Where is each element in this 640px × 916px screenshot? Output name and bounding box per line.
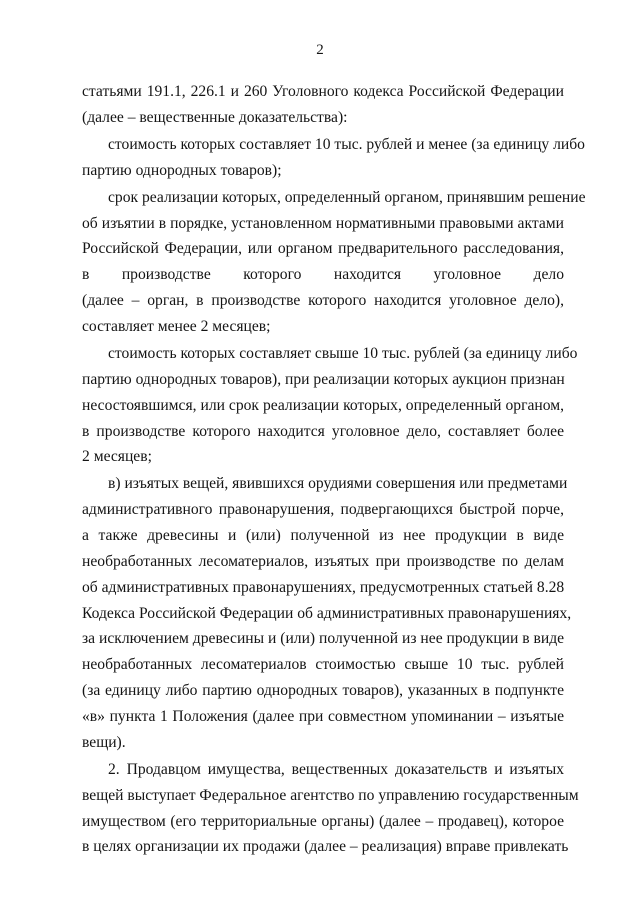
- text-line: в целях организации их продажи (далее – реализация) вправе привлекать: [82, 838, 569, 856]
- text-line: а также древесины и (или) полученной из нее продукции в виде: [82, 527, 564, 545]
- text-line: об административных правонарушениях, предусмотренных статьей 8.28: [82, 578, 565, 596]
- text-line: (за единицу либо партию однородных товаров), указанных в подпункте: [82, 682, 564, 700]
- paragraph: [82, 471, 572, 755]
- text-line: Кодекса Российской Федерации об административных правонарушениях,: [82, 604, 572, 622]
- text-line: партию однородных товаров), при реализации которых аукцион признан: [82, 370, 565, 388]
- text-line: в производстве которого находится уголовное дело, составляет более: [82, 422, 564, 440]
- text-line: срок реализации которых, определенный органом, принявшим решение: [108, 188, 586, 206]
- text-line: Российской Федерации, или органом предварительного расследования,: [82, 240, 564, 258]
- text-line: в производстве которого находится уголовное дело: [82, 266, 564, 284]
- paragraph: [82, 757, 579, 860]
- text-line: вещи).: [82, 733, 126, 751]
- paragraph: [82, 185, 586, 340]
- page-number: 2: [316, 42, 324, 58]
- text-line: имуществом (его территориальные органы) (далее – продавец), которое: [82, 812, 564, 830]
- text-line: вещей выступает Федеральное агентство по управлению государственным: [82, 786, 579, 804]
- text-line: 2. Продавцом имущества, вещественных доказательств и изъятых: [108, 760, 564, 778]
- paragraph: [82, 341, 578, 470]
- text-line: несостоявшимся, или срок реализации которых, определенный органом,: [82, 396, 564, 414]
- text-line: об изъятии в порядке, установленном нормативными правовыми актами: [82, 214, 564, 232]
- text-line: (далее – вещественные доказательства):: [82, 108, 348, 126]
- document-body: [82, 79, 586, 860]
- text-line: административного правонарушения, подвергающихся быстрой порче,: [82, 501, 564, 519]
- text-line: партию однородных товаров);: [82, 161, 282, 179]
- text-line: необработанных лесоматериалов, изъятых при производстве по делам: [82, 552, 564, 570]
- paragraph: [82, 132, 585, 184]
- text-line: статьями 191.1, 226.1 и 260 Уголовного кодекса Российской Федерации: [82, 83, 564, 100]
- paragraph: [82, 79, 564, 131]
- text-line: стоимость которых составляет свыше 10 тыс. рублей (за единицу либо: [108, 345, 578, 362]
- text-line: (далее – орган, в производстве которого находится уголовное дело),: [82, 292, 564, 310]
- text-line: 2 месяцев;: [82, 448, 152, 466]
- text-line: в) изъятых вещей, явившихся орудиями совершения или предметами: [108, 475, 568, 493]
- text-line: за исключением древесины и (или) полученной из нее продукции в виде: [82, 630, 565, 648]
- text-line: составляет менее 2 месяцев;: [82, 317, 271, 335]
- text-line: необработанных лесоматериалов стоимостью свыше 10 тыс. рублей: [82, 656, 564, 674]
- text-line: «в» пункта 1 Положения (далее при совместном упоминании – изъятые: [82, 708, 564, 725]
- text-line: стоимость которых составляет 10 тыс. рублей и менее (за единицу либо: [108, 135, 585, 153]
